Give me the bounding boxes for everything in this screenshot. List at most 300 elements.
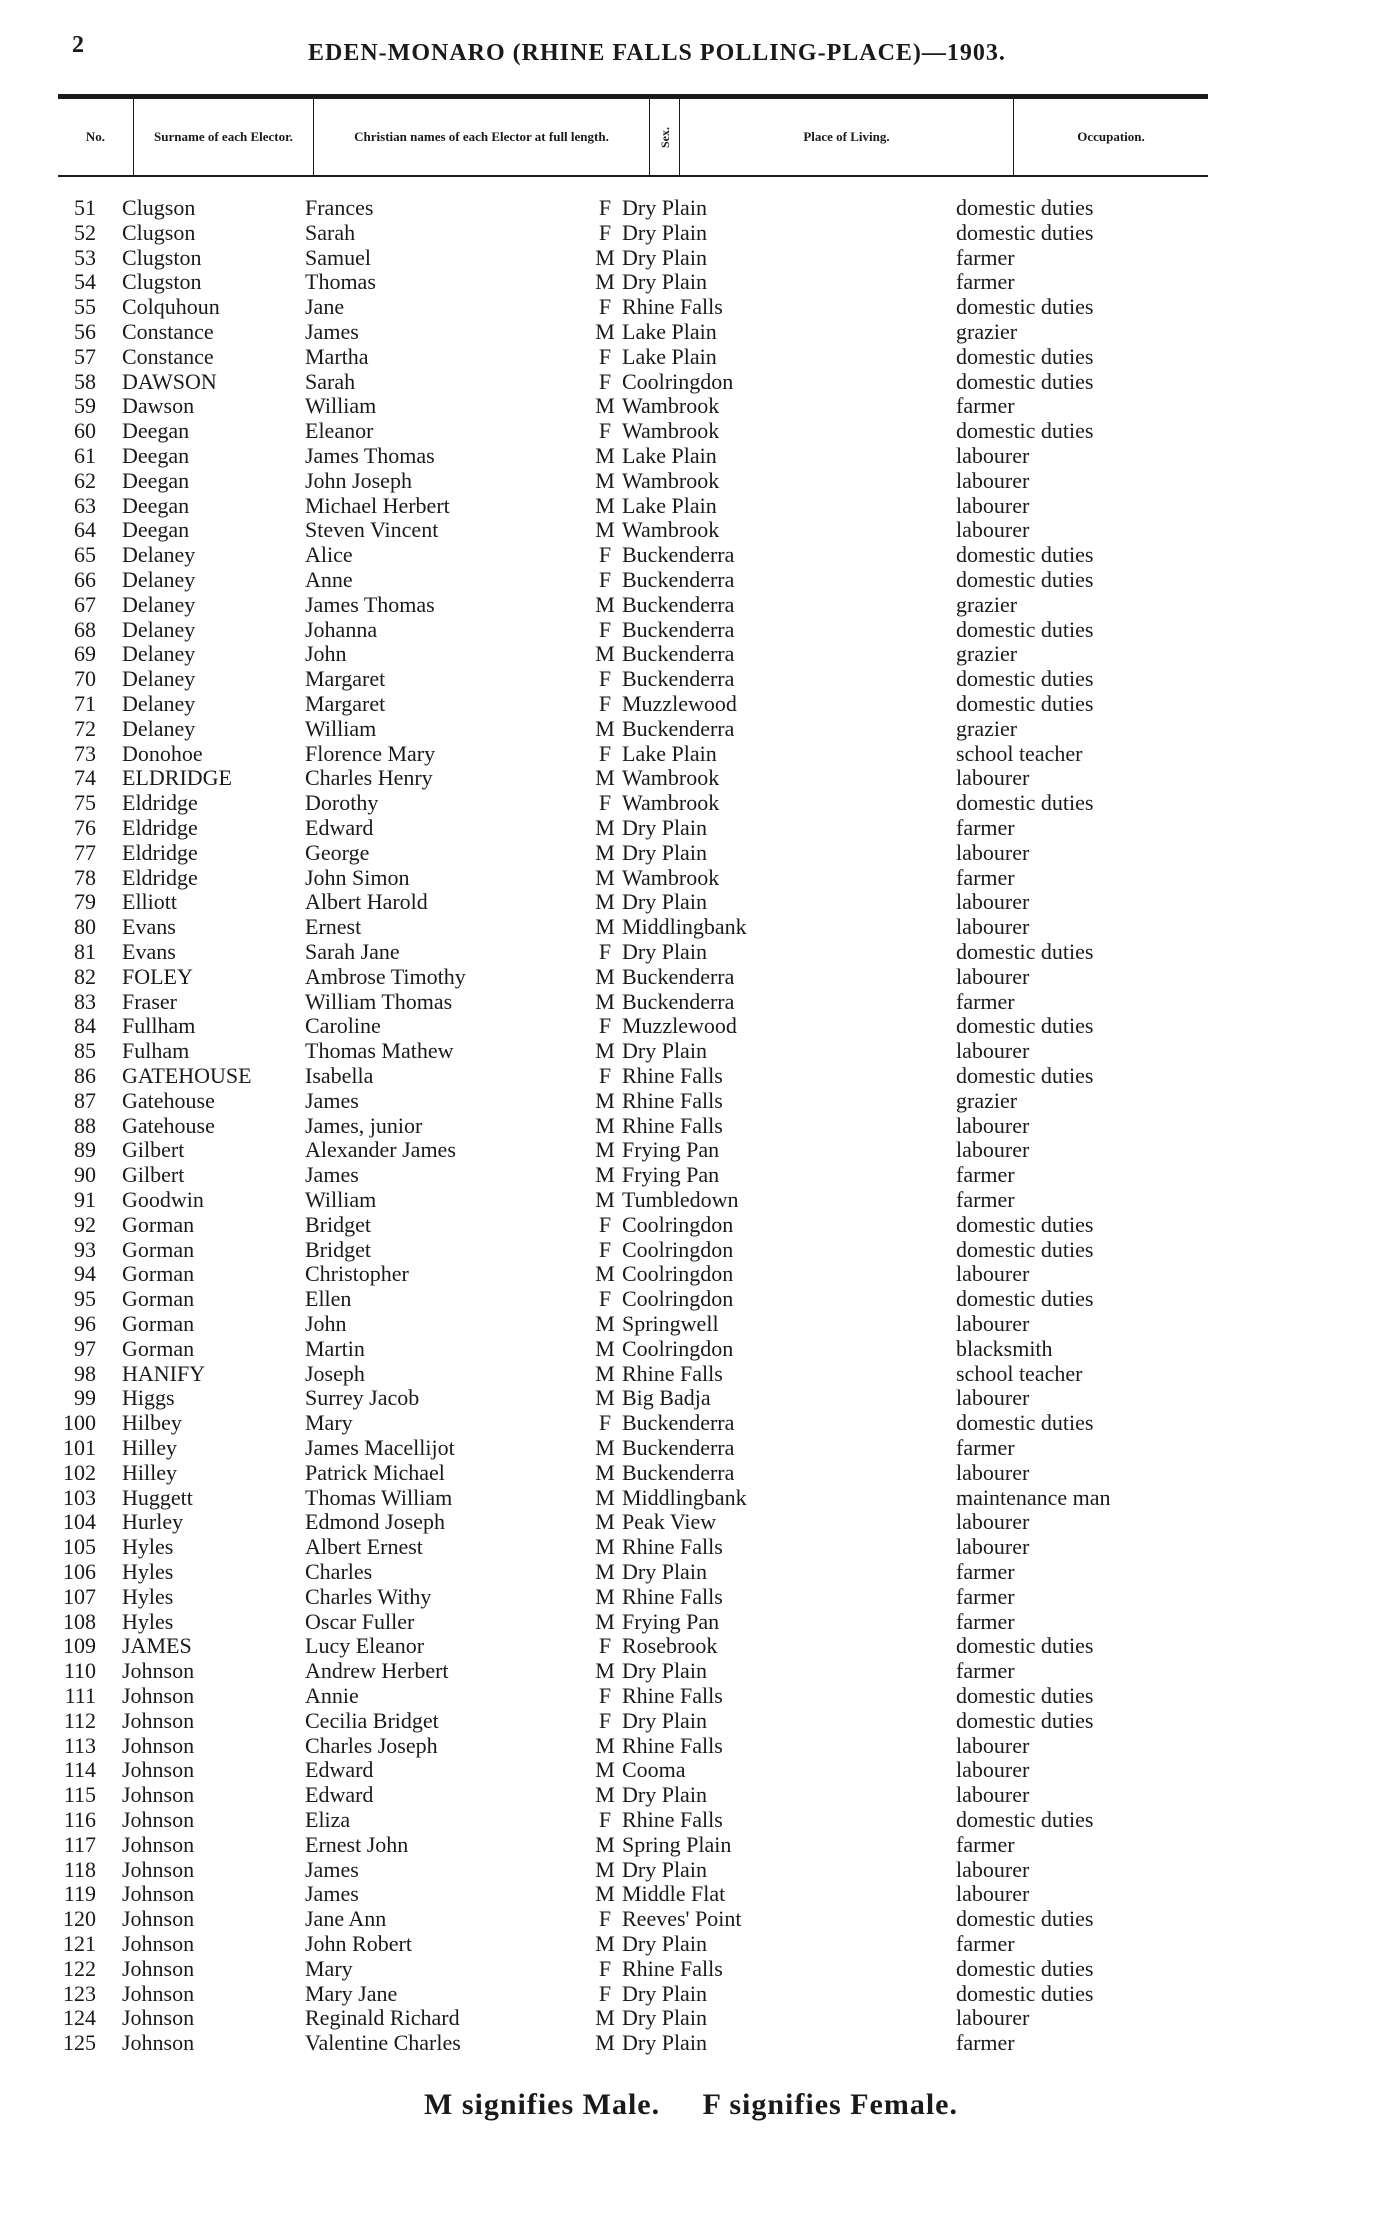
elector-sex: F	[598, 219, 612, 245]
table-row	[0, 1956, 1382, 1981]
elector-christian-names: Mary Jane	[305, 1980, 398, 2006]
elector-sex: F	[598, 1236, 612, 1262]
elector-surname: Delaney	[122, 542, 196, 568]
elector-christian-names: Martin	[305, 1335, 365, 1361]
table-row	[0, 1460, 1382, 1485]
elector-occupation: domestic duties	[956, 1286, 1094, 1312]
elector-number: 92	[74, 1211, 96, 1237]
elector-sex: M	[595, 244, 615, 270]
elector-occupation: labourer	[956, 467, 1030, 493]
elector-christian-names: Jane Ann	[305, 1906, 387, 1932]
elector-place: Rhine Falls	[622, 1955, 723, 1981]
elector-surname: Johnson	[122, 1881, 195, 1907]
elector-number: 54	[74, 269, 96, 295]
elector-christian-names: Edward	[305, 1782, 374, 1808]
elector-place: Frying Pan	[622, 1162, 720, 1188]
elector-sex: M	[595, 1459, 615, 1485]
elector-place: Buckenderra	[622, 988, 735, 1014]
elector-surname: HANIFY	[122, 1360, 206, 1386]
elector-sex: M	[595, 641, 615, 667]
table-row	[0, 1708, 1382, 1733]
elector-occupation: farmer	[956, 1658, 1015, 1684]
table-row	[0, 1013, 1382, 1038]
elector-number: 99	[74, 1385, 96, 1411]
elector-place: Rhine Falls	[622, 1683, 723, 1708]
elector-place: Dry Plain	[622, 815, 707, 840]
table-row	[0, 1658, 1382, 1683]
elector-number: 107	[63, 1583, 96, 1609]
elector-occupation: school teacher	[956, 740, 1083, 766]
elector-number: 72	[74, 715, 96, 741]
table-row	[0, 1311, 1382, 1336]
elector-place: Buckenderra	[622, 591, 735, 617]
elector-surname: Johnson	[122, 1658, 195, 1684]
elector-surname: Johnson	[122, 1906, 195, 1932]
elector-christian-names: Surrey Jacob	[305, 1385, 420, 1411]
elector-surname: Hilley	[122, 1435, 177, 1460]
elector-sex: M	[595, 839, 615, 865]
elector-occupation: labourer	[956, 517, 1030, 543]
elector-place: Springwell	[622, 1311, 719, 1336]
elector-sex: F	[598, 666, 612, 692]
elector-surname: Hurley	[122, 1509, 184, 1535]
elector-place: Coolringdon	[622, 1261, 734, 1287]
elector-surname: Constance	[122, 319, 214, 344]
elector-occupation: grazier	[956, 641, 1018, 667]
elector-sex: F	[598, 1410, 612, 1436]
elector-christian-names: Oscar Fuller	[305, 1608, 415, 1634]
elector-sex: F	[598, 1807, 612, 1832]
elector-surname: Eldridge	[122, 815, 198, 840]
elector-number: 125	[63, 2030, 96, 2056]
elector-number: 86	[74, 1063, 96, 1088]
elector-place: Coolringdon	[622, 1335, 734, 1361]
elector-occupation: labourer	[956, 1757, 1030, 1783]
elector-place: Coolringdon	[622, 1236, 734, 1262]
elector-number: 57	[74, 343, 96, 369]
header-sex-label: Sex.	[657, 126, 672, 148]
elector-number: 117	[63, 1831, 96, 1857]
elector-sex: M	[595, 1162, 615, 1188]
table-row	[0, 517, 1382, 542]
table-row	[0, 1683, 1382, 1708]
elector-occupation: farmer	[956, 1583, 1015, 1609]
elector-sex: M	[595, 1335, 615, 1361]
elector-sex: F	[598, 1906, 612, 1932]
elector-christian-names: John Joseph	[305, 467, 412, 493]
elector-occupation: labourer	[956, 1534, 1030, 1560]
table-row	[0, 1237, 1382, 1262]
table-row	[0, 815, 1382, 840]
table-row	[0, 840, 1382, 865]
table-row	[0, 666, 1382, 691]
elector-christian-names: Alice	[305, 542, 353, 568]
elector-number: 121	[63, 1931, 96, 1956]
elector-surname: Johnson	[122, 1931, 195, 1956]
table-row	[0, 889, 1382, 914]
elector-christian-names: Steven Vincent	[305, 517, 439, 543]
elector-place: Wambrook	[622, 765, 720, 791]
elector-christian-names: James Thomas	[305, 591, 435, 617]
elector-christian-names: Thomas	[305, 269, 376, 295]
elector-occupation: farmer	[956, 2030, 1015, 2056]
elector-christian-names: Eliza	[305, 1807, 351, 1832]
table-row	[0, 493, 1382, 518]
elector-occupation: labourer	[956, 765, 1030, 791]
elector-christian-names: Ellen	[305, 1286, 352, 1312]
elector-christian-names: James, junior	[305, 1112, 423, 1138]
elector-sex: M	[595, 591, 615, 617]
elector-sex: M	[595, 1137, 615, 1163]
elector-number: 64	[74, 517, 96, 543]
elector-christian-names: Margaret	[305, 691, 386, 716]
elector-sex: M	[595, 1435, 615, 1460]
elector-christian-names: Ernest	[305, 914, 362, 940]
table-row	[0, 542, 1382, 567]
table-row	[0, 1162, 1382, 1187]
elector-number: 96	[74, 1311, 96, 1336]
elector-number: 119	[63, 1881, 96, 1907]
elector-place: Dry Plain	[622, 1038, 707, 1064]
elector-place: Tumbledown	[622, 1187, 739, 1212]
elector-surname: Deegan	[122, 492, 190, 518]
elector-occupation: labourer	[956, 1311, 1030, 1336]
table-row	[0, 220, 1382, 245]
elector-occupation: domestic duties	[956, 691, 1094, 716]
elector-occupation: domestic duties	[956, 542, 1094, 568]
elector-occupation: domestic duties	[956, 418, 1094, 444]
elector-christian-names: Thomas William	[305, 1484, 453, 1510]
table-row	[0, 1063, 1382, 1088]
elector-surname: Higgs	[122, 1385, 175, 1411]
elector-christian-names: Lucy Eleanor	[305, 1633, 425, 1659]
elector-number: 93	[74, 1236, 96, 1262]
elector-surname: ELDRIDGE	[122, 765, 232, 791]
elector-surname: Johnson	[122, 1683, 195, 1708]
elector-place: Dry Plain	[622, 1559, 707, 1584]
elector-place: Buckenderra	[622, 963, 735, 989]
elector-surname: JAMES	[122, 1633, 192, 1659]
elector-sex: M	[595, 467, 615, 493]
elector-surname: Hyles	[122, 1559, 174, 1584]
elector-sex: M	[595, 1534, 615, 1560]
elector-place: Rhine Falls	[622, 1807, 723, 1832]
elector-number: 67	[74, 591, 96, 617]
elector-sex: M	[595, 1509, 615, 1535]
elector-sex: M	[595, 492, 615, 518]
elector-place: Rhine Falls	[622, 1112, 723, 1138]
table-row	[0, 1385, 1382, 1410]
elector-place: Dry Plain	[622, 839, 707, 865]
table-row	[0, 2005, 1382, 2030]
elector-surname: Fulham	[122, 1038, 190, 1064]
table-row	[0, 1088, 1382, 1113]
elector-surname: Eldridge	[122, 864, 198, 890]
elector-christian-names: James	[305, 319, 359, 344]
elector-surname: Colquhoun	[122, 294, 220, 320]
elector-occupation: farmer	[956, 1435, 1015, 1460]
elector-place: Dry Plain	[622, 269, 707, 295]
elector-occupation: grazier	[956, 715, 1018, 741]
elector-occupation: school teacher	[956, 1360, 1083, 1386]
legend-female: F signifies Female.	[702, 2088, 958, 2121]
elector-christian-names: Eleanor	[305, 418, 374, 444]
elector-number: 103	[63, 1484, 96, 1510]
elector-christian-names: Cecilia Bridget	[305, 1707, 439, 1733]
elector-number: 109	[63, 1633, 96, 1659]
table-header	[58, 94, 1208, 177]
elector-place: Dry Plain	[622, 2030, 707, 2056]
elector-christian-names: Sarah	[305, 368, 356, 394]
elector-christian-names: Samuel	[305, 244, 371, 270]
elector-occupation: labourer	[956, 1509, 1030, 1535]
elector-sex: M	[595, 963, 615, 989]
elector-occupation: farmer	[956, 815, 1015, 840]
elector-surname: Gilbert	[122, 1137, 185, 1163]
elector-surname: Evans	[122, 939, 176, 964]
elector-number: 122	[63, 1955, 96, 1981]
table-row	[0, 1137, 1382, 1162]
table-row	[0, 964, 1382, 989]
elector-occupation: blacksmith	[956, 1335, 1053, 1361]
elector-number: 115	[63, 1782, 96, 1808]
elector-number: 73	[74, 740, 96, 766]
table-row	[0, 1113, 1382, 1138]
elector-christian-names: William	[305, 393, 377, 419]
elector-sex: F	[598, 368, 612, 394]
elector-number: 80	[74, 914, 96, 940]
elector-occupation: domestic duties	[956, 1013, 1094, 1039]
elector-surname: Johnson	[122, 1980, 195, 2006]
elector-occupation: farmer	[956, 269, 1015, 295]
table-row	[0, 1336, 1382, 1361]
elector-place: Dry Plain	[622, 1856, 707, 1882]
elector-place: Muzzlewood	[622, 691, 737, 716]
elector-place: Wambrook	[622, 517, 720, 543]
elector-christian-names: Joseph	[305, 1360, 365, 1386]
table-row	[0, 1559, 1382, 1584]
elector-christian-names: Martha	[305, 343, 369, 369]
elector-surname: Johnson	[122, 2030, 195, 2056]
elector-christian-names: Isabella	[305, 1063, 374, 1088]
header-place: Place of Living.	[680, 99, 1014, 175]
table-row	[0, 1857, 1382, 1882]
table-row	[0, 1881, 1382, 1906]
elector-place: Buckenderra	[622, 542, 735, 568]
elector-sex: F	[598, 1211, 612, 1237]
elector-occupation: labourer	[956, 1112, 1030, 1138]
elector-occupation: domestic duties	[956, 368, 1094, 394]
elector-place: Buckenderra	[622, 715, 735, 741]
elector-surname: Gorman	[122, 1286, 195, 1312]
elector-sex: F	[598, 740, 612, 766]
elector-occupation: labourer	[956, 1137, 1030, 1163]
elector-occupation: domestic duties	[956, 1236, 1094, 1262]
elector-sex: M	[595, 765, 615, 791]
table-row	[0, 765, 1382, 790]
elector-number: 60	[74, 418, 96, 444]
elector-number: 95	[74, 1286, 96, 1312]
table-row	[0, 1435, 1382, 1460]
header-occupation: Occupation.	[1077, 129, 1145, 144]
elector-place: Buckenderra	[622, 1459, 735, 1485]
elector-place: Lake Plain	[622, 443, 717, 468]
elector-number: 51	[74, 195, 96, 220]
elector-occupation: labourer	[956, 839, 1030, 865]
elector-sex: M	[595, 517, 615, 543]
elector-surname: Evans	[122, 914, 176, 940]
table-row	[0, 1981, 1382, 2006]
table-row	[0, 344, 1382, 369]
elector-sex: F	[598, 1955, 612, 1981]
elector-surname: Dawson	[122, 393, 195, 419]
elector-number: 81	[74, 939, 96, 964]
elector-sex: F	[598, 939, 612, 964]
table-row	[0, 691, 1382, 716]
elector-occupation: farmer	[956, 988, 1015, 1014]
elector-place: Wambrook	[622, 790, 720, 816]
elector-number: 55	[74, 294, 96, 320]
elector-number: 76	[74, 815, 96, 840]
elector-surname: Johnson	[122, 1807, 195, 1832]
table-row	[0, 914, 1382, 939]
elector-number: 97	[74, 1335, 96, 1361]
elector-sex: F	[598, 343, 612, 369]
elector-sex: M	[595, 1757, 615, 1783]
elector-christian-names: James Thomas	[305, 443, 435, 468]
elector-surname: Johnson	[122, 1831, 195, 1857]
elector-occupation: labourer	[956, 2005, 1030, 2031]
elector-christian-names: Edward	[305, 815, 374, 840]
elector-occupation: labourer	[956, 1038, 1030, 1064]
elector-place: Middlingbank	[622, 914, 747, 940]
elector-sex: F	[598, 691, 612, 716]
elector-place: Dry Plain	[622, 1658, 707, 1684]
elector-surname: Delaney	[122, 591, 196, 617]
table-row	[0, 567, 1382, 592]
table-row	[0, 1609, 1382, 1634]
header-no: No.	[58, 99, 134, 175]
elector-sex: F	[598, 1013, 612, 1039]
elector-surname: Delaney	[122, 666, 196, 692]
elector-place: Lake Plain	[622, 319, 717, 344]
elector-occupation: maintenance man	[956, 1484, 1111, 1510]
elector-place: Lake Plain	[622, 740, 717, 766]
elector-occupation: domestic duties	[956, 939, 1094, 964]
elector-surname: Huggett	[122, 1484, 193, 1510]
elector-christian-names: Mary	[305, 1410, 353, 1436]
elector-christian-names: James Macellijot	[305, 1435, 455, 1460]
elector-surname: Hyles	[122, 1534, 174, 1560]
elector-occupation: domestic duties	[956, 219, 1094, 245]
elector-surname: Gilbert	[122, 1162, 185, 1188]
table-row	[0, 418, 1382, 443]
elector-surname: Johnson	[122, 1757, 195, 1783]
elector-number: 88	[74, 1112, 96, 1138]
elector-place: Rhine Falls	[622, 1360, 723, 1386]
elector-surname: Delaney	[122, 641, 196, 667]
table-row	[0, 989, 1382, 1014]
elector-christian-names: James	[305, 1856, 359, 1882]
table-row	[0, 294, 1382, 319]
elector-surname: Elliott	[122, 889, 177, 915]
elector-place: Wambrook	[622, 864, 720, 890]
elector-surname: Deegan	[122, 467, 190, 493]
elector-sex: M	[595, 269, 615, 295]
elector-surname: Goodwin	[122, 1187, 204, 1212]
elector-christian-names: Charles Joseph	[305, 1732, 438, 1758]
elector-sex: M	[595, 1385, 615, 1411]
elector-christian-names: John	[305, 1311, 347, 1336]
elector-place: Wambrook	[622, 393, 720, 419]
elector-sex: F	[598, 294, 612, 320]
elector-surname: Gorman	[122, 1311, 195, 1336]
elector-occupation: labourer	[956, 1459, 1030, 1485]
elector-number: 53	[74, 244, 96, 270]
elector-occupation: labourer	[956, 1881, 1030, 1907]
elector-surname: Clugson	[122, 219, 196, 245]
elector-surname: FOLEY	[122, 963, 193, 989]
elector-number: 68	[74, 616, 96, 642]
elector-christian-names: Thomas Mathew	[305, 1038, 454, 1064]
elector-number: 100	[63, 1410, 96, 1436]
page-number: 2	[72, 32, 84, 58]
table-row	[0, 1633, 1382, 1658]
table-row	[0, 1832, 1382, 1857]
elector-number: 89	[74, 1137, 96, 1163]
elector-christian-names: Edward	[305, 1757, 374, 1783]
elector-occupation: domestic duties	[956, 343, 1094, 369]
table-row	[0, 319, 1382, 344]
elector-surname: Hilley	[122, 1459, 177, 1485]
elector-number: 123	[63, 1980, 96, 2006]
elector-occupation: farmer	[956, 1608, 1015, 1634]
elector-surname: Hilbey	[122, 1410, 182, 1436]
elector-place: Dry Plain	[622, 939, 707, 964]
elector-place: Rhine Falls	[622, 1732, 723, 1758]
elector-number: 116	[63, 1807, 96, 1832]
elector-number: 113	[63, 1732, 96, 1758]
elector-occupation: domestic duties	[956, 1683, 1094, 1708]
elector-sex: F	[598, 616, 612, 642]
elector-occupation: farmer	[956, 393, 1015, 419]
elector-occupation: labourer	[956, 492, 1030, 518]
elector-occupation: domestic duties	[956, 567, 1094, 592]
elector-christian-names: Albert Ernest	[305, 1534, 423, 1560]
elector-place: Buckenderra	[622, 641, 735, 667]
elector-surname: Clugston	[122, 244, 202, 270]
elector-christian-names: Edmond Joseph	[305, 1509, 445, 1535]
elector-number: 78	[74, 864, 96, 890]
elector-place: Dry Plain	[622, 1782, 707, 1808]
elector-surname: Fullham	[122, 1013, 196, 1039]
elector-sex: M	[595, 1484, 615, 1510]
elector-surname: Gatehouse	[122, 1087, 215, 1113]
elector-sex: F	[598, 418, 612, 444]
elector-number: 105	[63, 1534, 96, 1560]
elector-surname: Johnson	[122, 1856, 195, 1882]
elector-surname: Deegan	[122, 418, 190, 444]
elector-surname: Johnson	[122, 2005, 195, 2031]
elector-sex: M	[595, 393, 615, 419]
table-row	[0, 245, 1382, 270]
table-row	[0, 1733, 1382, 1758]
elector-sex: M	[595, 2030, 615, 2056]
elector-number: 91	[74, 1187, 96, 1212]
elector-sex: M	[595, 1658, 615, 1684]
elector-sex: M	[595, 889, 615, 915]
elector-occupation: domestic duties	[956, 1906, 1094, 1932]
